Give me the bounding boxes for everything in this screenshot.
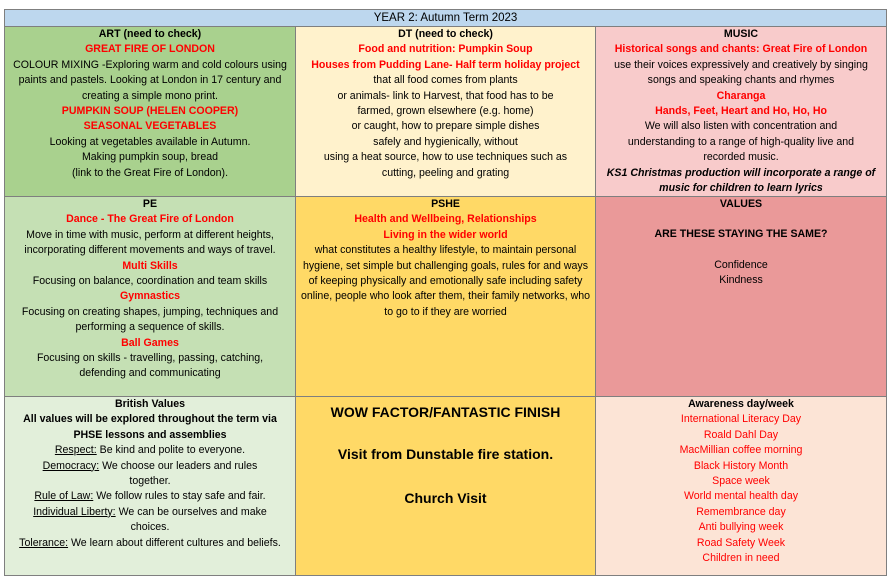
british-value-item bbox=[8, 489, 292, 504]
british-value-item bbox=[8, 536, 292, 551]
awareness-item: World mental health day bbox=[683, 490, 799, 503]
values-question: ARE THESE STAYING THE SAME? bbox=[654, 228, 828, 241]
pshe-heading: PSHE bbox=[431, 198, 460, 210]
music-text-1: use their voices expressively and creatively by singing songs and speaking chants and rhymes bbox=[614, 58, 868, 87]
british-value-label: Rule of Law: bbox=[34, 490, 94, 503]
pe-text-2: Focusing on balance, coordination and team skills bbox=[32, 275, 268, 288]
british-value-text: We choose our leaders and rules together. bbox=[99, 459, 258, 488]
pshe-topic-1: Health and Wellbeing, Relationships bbox=[354, 213, 537, 226]
art-topic-1: GREAT FIRE OF LONDON bbox=[85, 43, 215, 56]
pe-topic-1: Dance - The Great Fire of London bbox=[66, 213, 234, 226]
dt-heading: DT (need to check) bbox=[398, 28, 493, 40]
dt-line: safely and hygienically, without bbox=[373, 135, 518, 148]
british-value-text: Be kind and polite to everyone. bbox=[96, 444, 246, 457]
awareness-item: Roald Dahl Day bbox=[703, 428, 779, 441]
music-cell bbox=[596, 27, 886, 197]
pe-text-4: Focusing on skills - travelling, passing, catching, defending and communicating bbox=[36, 352, 264, 380]
music-topic-3: Hands, Feet, Heart and Ho, Ho, Ho bbox=[655, 105, 827, 118]
values-item: Kindness bbox=[719, 274, 763, 287]
table-title: YEAR 2: Autumn Term 2023 bbox=[5, 10, 886, 27]
dt-topic-1: Food and nutrition: Pumpkin Soup bbox=[358, 43, 533, 56]
music-text-2: We will also listen with concentration and understanding to a range of high-quality live and recorded music. bbox=[627, 120, 855, 164]
british-value-item bbox=[8, 505, 292, 536]
values-item: Confidence bbox=[714, 258, 768, 271]
dt-line: that all food comes from plants bbox=[373, 74, 518, 87]
pe-text-1: Move in time with music, perform at different heights, incorporating different movements and ways of travel. bbox=[24, 228, 276, 257]
british-value-label: Individual Liberty: bbox=[33, 505, 116, 518]
wow-line-2: Church Visit bbox=[404, 490, 487, 506]
british-value-text: We learn about different cultures and beliefs. bbox=[68, 536, 281, 549]
values-heading: VALUES bbox=[719, 198, 763, 210]
art-text-2b: Making pumpkin soup, bread bbox=[81, 151, 219, 164]
wow-heading: WOW FACTOR/FANTASTIC FINISH bbox=[330, 404, 561, 420]
term-overview-table bbox=[4, 9, 887, 576]
awareness-item: Children in need bbox=[702, 552, 780, 565]
pe-topic-3: Gymnastics bbox=[119, 290, 181, 303]
dt-topic-2: Houses from Pudding Lane- Half term holiday project bbox=[311, 58, 580, 71]
awareness-item: Remembrance day bbox=[696, 505, 786, 518]
art-heading: ART (need to check) bbox=[98, 28, 202, 40]
music-topic-1: Historical songs and chants: Great Fire of London bbox=[614, 43, 868, 56]
art-cell bbox=[5, 27, 296, 197]
art-text-1: COLOUR MIXING -Exploring warm and cold colours using paints and pastels. Looking at London in 17 century and creating a simple mono print. bbox=[13, 58, 287, 102]
british-value-text: We follow rules to stay safe and fair. bbox=[93, 490, 266, 503]
art-text-2c: (link to the Great Fire of London). bbox=[71, 166, 229, 179]
pshe-cell bbox=[296, 197, 596, 397]
wow-line-1: Visit from Dunstable fire station. bbox=[337, 446, 554, 462]
values-cell bbox=[596, 197, 886, 397]
british-value-item bbox=[8, 443, 292, 458]
british-values-cell bbox=[5, 397, 296, 575]
pe-text-3: Focusing on creating shapes, jumping, techniques and performing a sequence of skills. bbox=[21, 305, 279, 334]
british-values-intro: All values will be explored throughout the term via PHSE lessons and assemblies bbox=[23, 413, 277, 441]
art-text-2a: Looking at vegetables available in Autumn. bbox=[49, 135, 251, 148]
awareness-item: Anti bullying week bbox=[698, 521, 784, 534]
pe-topic-2: Multi Skills bbox=[122, 259, 178, 272]
dt-line: or animals- link to Harvest, that food has to be bbox=[337, 89, 554, 102]
wow-factor-cell bbox=[296, 397, 596, 575]
subject-grid bbox=[5, 27, 886, 575]
british-value-label: Democracy: bbox=[42, 459, 100, 472]
dt-line: cutting, peeling and grating bbox=[381, 166, 510, 179]
music-heading: MUSIC bbox=[723, 28, 759, 40]
awareness-item: Space week bbox=[712, 475, 770, 488]
awareness-cell bbox=[596, 397, 886, 575]
music-topic-2: Charanga bbox=[716, 89, 766, 102]
pshe-topic-2: Living in the wider world bbox=[383, 228, 508, 241]
dt-line: or caught, how to prepare simple dishes bbox=[351, 120, 540, 133]
awareness-item: Road Safety Week bbox=[696, 536, 786, 549]
british-values-heading: British Values bbox=[114, 398, 186, 410]
dt-cell bbox=[296, 27, 596, 197]
dt-line: farmed, grown elsewhere (e.g. home) bbox=[357, 105, 534, 118]
awareness-item: International Literacy Day bbox=[680, 413, 802, 426]
british-value-text: We can be ourselves and make choices. bbox=[115, 505, 267, 534]
british-value-label: Tolerance: bbox=[19, 536, 69, 549]
art-topic-2: PUMPKIN SOUP (HELEN COOPER) SEASONAL VEGETABLES bbox=[61, 105, 239, 133]
british-value-label: Respect: bbox=[54, 444, 97, 457]
british-value-item bbox=[8, 459, 292, 490]
pe-topic-4: Ball Games bbox=[121, 336, 179, 349]
awareness-item: MacMillian coffee morning bbox=[679, 444, 803, 457]
music-note: KS1 Christmas production will incorporate a range of music for children to learn lyrics bbox=[606, 166, 876, 195]
dt-line: using a heat source, how to use techniques such as bbox=[323, 151, 568, 164]
pe-cell bbox=[5, 197, 296, 397]
pshe-text: what constitutes a healthy lifestyle, to maintain personal hygiene, set simple but challenging goals, rules for and ways of keeping physically and emotionally safe including safety online, people who look after them, their family networks, who to go to if they are worried bbox=[300, 244, 591, 318]
awareness-heading: Awareness day/week bbox=[688, 398, 794, 410]
awareness-item: Black History Month bbox=[693, 459, 789, 472]
pe-heading: PE bbox=[142, 198, 158, 210]
